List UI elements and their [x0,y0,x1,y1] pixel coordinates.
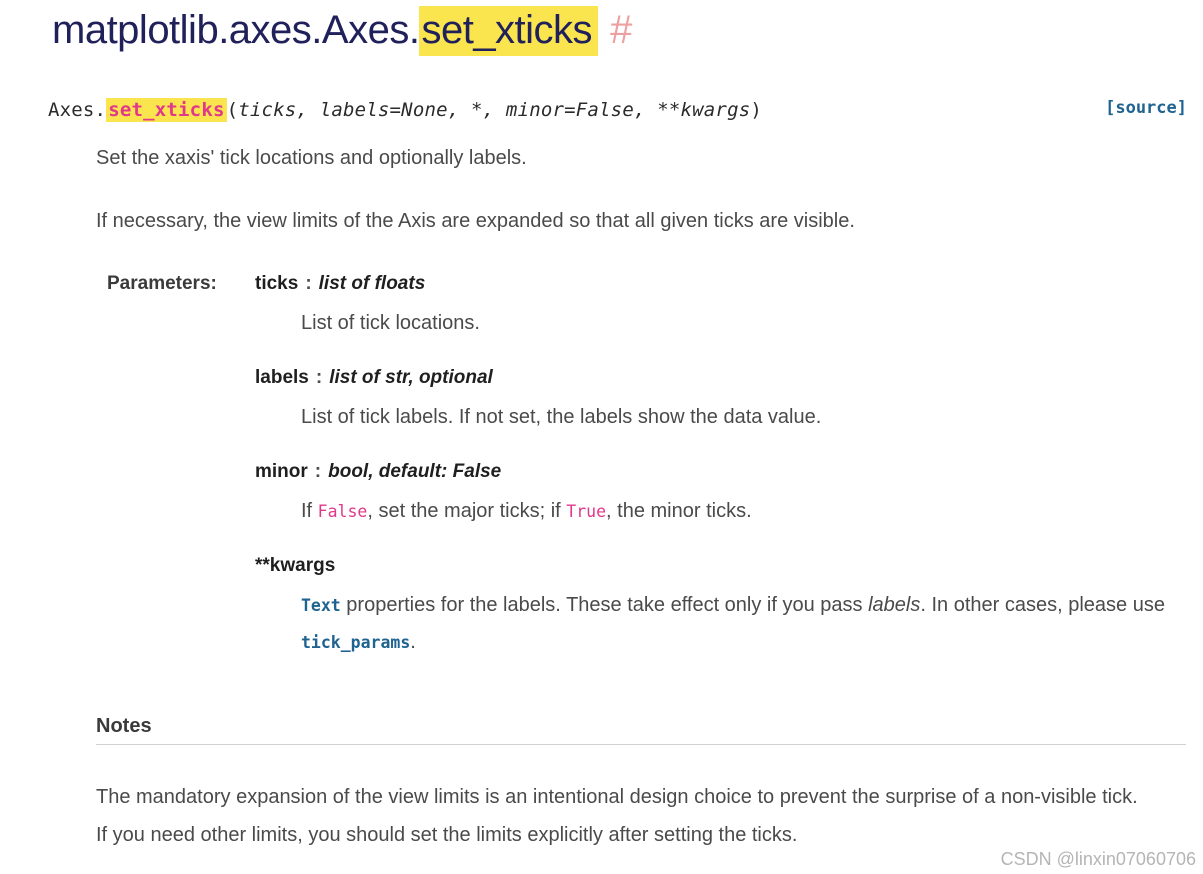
signature-open-paren: ( [226,99,239,121]
notes-heading: Notes [96,715,152,737]
notes-paragraph: The mandatory expansion of the view limits is an intentional design choice to prevent the surprise of a non-visible tick. If you need other limits, you should set the limits explicitly after setting the ticks. [96,786,1138,846]
headerlink-anchor[interactable]: # [610,8,632,52]
param-type: list of str, optional [329,367,493,388]
title-highlighted-term: set_xticks [419,6,598,56]
page-title [52,6,1183,54]
param-type: list of floats [318,273,426,294]
desc-text: . [410,631,416,653]
inline-code-false: False [317,502,368,521]
param-name: labels [255,367,309,388]
param-desc-minor [301,493,1171,530]
description-paragraph-2: If necessary, the view limits of the Axis are expanded so that all given ticks are visible. [96,210,855,232]
param-name: ticks [255,273,299,294]
description-paragraph-1: Set the xaxis' tick locations and optionally labels. [96,147,527,169]
desc-text: properties for the labels. These take effect only if you pass [340,594,869,616]
notes-divider [96,744,1186,745]
text-class-link[interactable] [301,594,341,616]
signature-parameters: ticks, labels=None, *, minor=False, **kwargs [238,99,751,121]
signature-class-prefix: Axes. [48,99,107,121]
desc-text: . In other cases, please use [920,594,1165,616]
signature-function-name: set_xticks [108,99,225,121]
param-desc-kwargs [301,587,1171,661]
notes-section [96,714,1185,854]
inline-code-true: True [566,502,607,521]
param-name: minor [255,461,308,482]
param-type: bool, default: False [328,461,502,482]
param-term-ticks [255,272,1203,296]
title-prefix: matplotlib.axes.Axes. [52,8,420,52]
desc-text: , set the major ticks; if [367,500,567,522]
param-term-labels [255,366,1203,390]
param-name: **kwargs [255,555,336,576]
param-separator: : [315,367,323,388]
param-term-kwargs [255,554,1203,578]
csdn-watermark: CSDN @linxin07060706 [1000,849,1196,869]
tick-params-link[interactable] [301,631,410,653]
emphasis-labels: labels [868,594,921,616]
parameters-definition-list [255,272,1203,661]
parameters-field-list [107,272,1203,661]
function-signature-row [48,96,1187,124]
param-desc-labels: List of tick labels. If not set, the labels show the data value. [301,406,822,428]
param-separator: : [314,461,322,482]
parameters-label: Parameters: [107,273,217,294]
function-signature [48,96,762,124]
param-term-minor [255,460,1203,484]
inline-code-tick-params: tick_params [301,633,411,652]
inline-code-text: Text [301,596,341,615]
desc-text: , the minor ticks. [606,500,752,522]
source-link[interactable]: [source] [1105,98,1187,118]
desc-text: If [301,500,318,522]
param-desc-ticks: List of tick locations. [301,312,480,334]
signature-close-paren: ) [750,99,762,121]
param-separator: : [305,273,312,294]
